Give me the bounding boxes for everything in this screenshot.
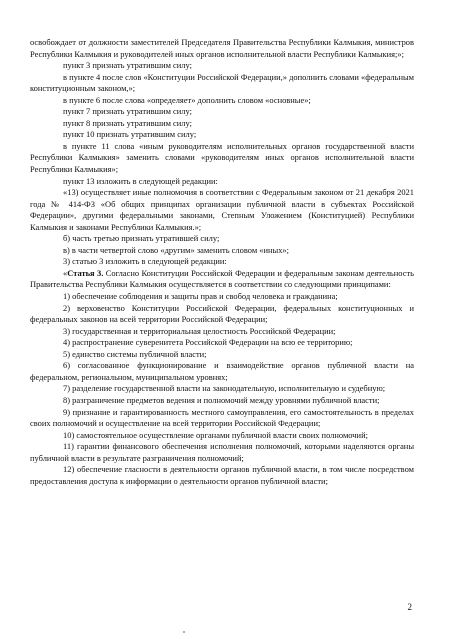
paragraph: 2) верховенство Конституции Российской Федерации, федеральных конституционных и федеральных законов на всей территории Российской Федерации;	[30, 302, 414, 325]
paragraph: б) часть третью признать утратившей силу;	[63, 233, 220, 244]
paragraph: пункт 13 изложить в следующей редакции:	[63, 175, 218, 186]
article-heading: Статья 3.	[67, 267, 104, 278]
paragraph: 9) признание и гарантированность местного самоуправления, его самостоятельность в пределах своих полномочий и осуществление на всей территории Российской Федерации;	[30, 406, 414, 429]
paragraph: 11) гарантии финансового обеспечения исполнения полномочий, которыми наделяются органы публичной власти в результате разграничения полномочий;	[30, 441, 414, 463]
paragraph: 8) разграничение предметов ведения и полномочий между уровнями публичной власти;	[63, 394, 380, 405]
paragraph-prefix: «	[63, 267, 68, 278]
scan-speck	[183, 631, 185, 633]
paragraph: 12) обеспечение гласности в деятельности органов публичной власти, в том числе посредством предоставления доступа к информации о деятельности органов публичной власти;	[30, 464, 414, 486]
paragraph: пункт 10 признать утратившим силу;	[63, 129, 197, 140]
paragraph: пункт 7 признать утратившим силу;	[63, 106, 192, 117]
page-number: 2	[407, 602, 412, 612]
document-body	[30, 37, 414, 487]
paragraph: 1) обеспечение соблюдения и защиты прав и свобод человека и гражданина;	[63, 291, 338, 302]
paragraph: в пункте 6 после слова «определяет» дополнить словом «основные»;	[63, 94, 311, 105]
paragraph: 3) государственная и территориальная целостность Российской Федерации;	[63, 325, 336, 336]
paragraph: 6) согласованное функционирование и взаимодействие органов публичной власти на федеральном, региональном, муниципальном уровнях;	[30, 360, 414, 382]
paragraph: в пункте 11 слова «иным руководителям исполнительных органов государственной власти Республики Калмыкия» заменить словами «руководителям иных органов исполнительной власти Республики Калмыкия»;	[30, 140, 414, 175]
paragraph: пункт 3 признать утратившим силу;	[63, 60, 192, 71]
paragraph: освобождает от должности заместителей Председателя Правительства Республики Калмыкия, министров Республики Калмыкия и руководителей иных органов исполнительной власти Республики Калмыкия;»;	[30, 37, 414, 59]
paragraph: 7) разделение государственной власти на законодательную, исполнительную и судебную;	[63, 383, 386, 394]
paragraph: 3) статью 3 изложить в следующей редакции:	[63, 256, 227, 267]
paragraph: 5) единство системы публичной власти;	[63, 348, 207, 359]
paragraph: пункт 8 признать утратившим силу;	[63, 117, 192, 128]
paragraph	[30, 268, 414, 291]
paragraph: в пункте 4 после слов «Конституции Российской Федерации,» дополнить словами «федеральным конституционным законом,»;	[30, 71, 414, 94]
paragraph: 4) распространение суверенитета Российской Федерации на всю ее территорию;	[63, 337, 353, 348]
paragraph: 10) самостоятельное осуществление органами публичной власти своих полномочий;	[63, 429, 368, 440]
paragraph: в) в части четвертой слово «другим» заменить словом «иных»;	[63, 244, 289, 255]
paragraph: «13) осуществляет иные полномочия в соответствии с Федеральным законом от 21 декабря 2021 года № 414-ФЗ «Об общих принципах организации публичной власти в субъектах Российской Федерации», другими федеральными законами, Степным Уложением (Конституцией) Республики Калмыкия и законами Республики Калмыкия.»;	[30, 187, 414, 232]
paragraph-text: Согласно Конституции Российской Федерации и федеральным законам деятельность Правительства Республики Калмыкия осуществляется в соответствии со следующими принципами:	[30, 267, 414, 290]
